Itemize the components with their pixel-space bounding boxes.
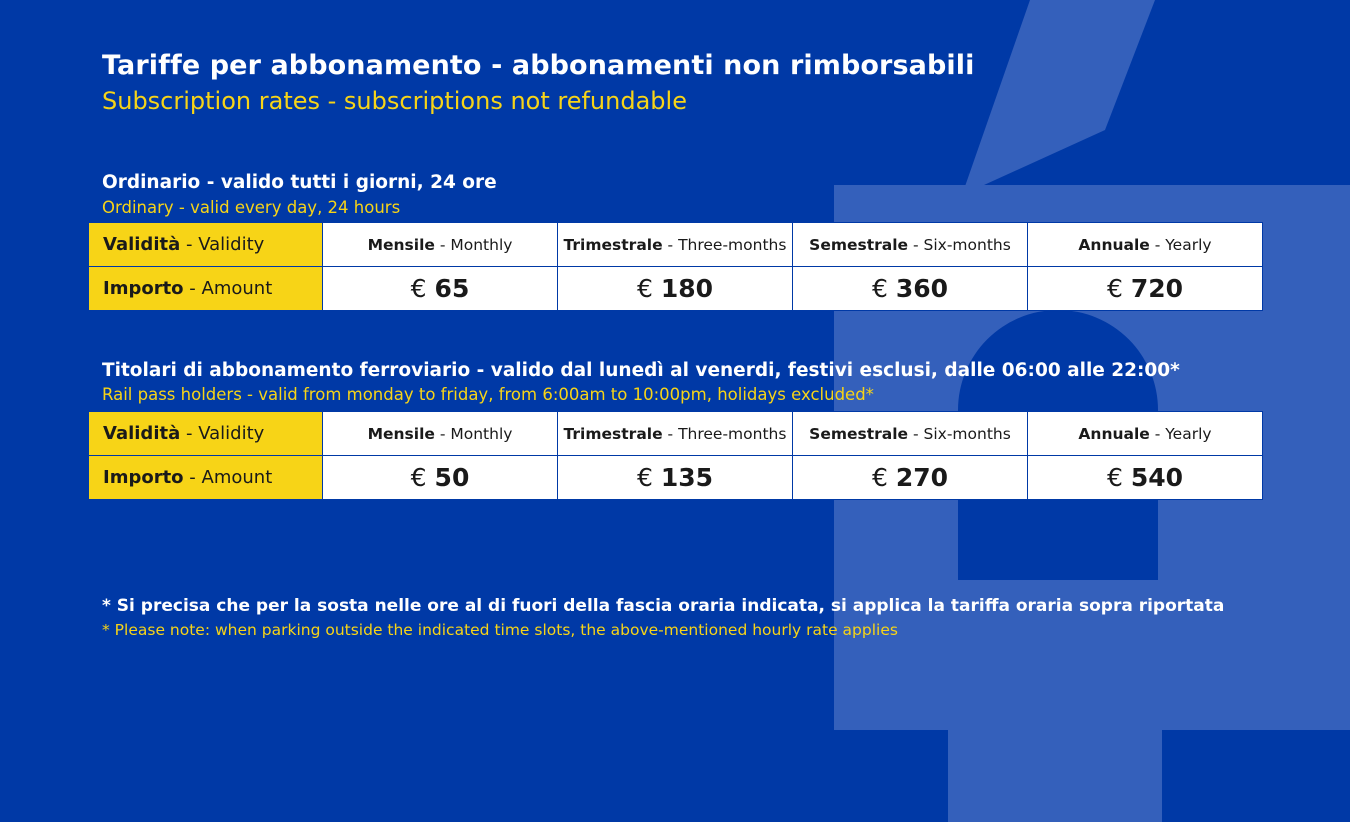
- price-cell-yearly: [1028, 456, 1263, 500]
- validity-label-it: Validità: [103, 234, 181, 255]
- price-cell-monthly: [323, 267, 558, 311]
- amount-label-en: - Amount: [189, 278, 273, 299]
- amount-label-en: - Amount: [189, 467, 273, 488]
- currency-symbol: €: [871, 463, 888, 492]
- validity-label-en: - Validity: [185, 234, 265, 255]
- validity-row: [89, 223, 1263, 267]
- period-it: Trimestrale: [563, 424, 663, 443]
- currency-symbol: €: [636, 274, 653, 303]
- amount-row: [89, 267, 1263, 311]
- currency-symbol: €: [410, 274, 427, 303]
- period-cell-monthly: [323, 412, 558, 456]
- validity-label-it: Validità: [103, 423, 181, 444]
- price-value: 65: [434, 274, 470, 303]
- period-cell-three-months: [558, 223, 793, 267]
- rail-pass-section-title: Titolari di abbonamento ferroviario - valido dal lunedì al venerdi, festivi esclusi, dalle 06:00 alle 22:00*: [102, 360, 1180, 381]
- period-cell-monthly: [323, 223, 558, 267]
- currency-symbol: €: [1106, 274, 1123, 303]
- price-value: 135: [660, 463, 714, 492]
- period-it: Semestrale: [809, 424, 909, 443]
- period-it: Semestrale: [809, 235, 909, 254]
- price-value: 360: [895, 274, 949, 303]
- period-cell-six-months: [793, 223, 1028, 267]
- price-cell-three-months: [558, 456, 793, 500]
- period-en: - Yearly: [1154, 235, 1212, 254]
- page-title: Tariffe per abbonamento - abbonamenti non rimborsabili: [102, 50, 975, 81]
- period-cell-three-months: [558, 412, 793, 456]
- amount-row: [89, 456, 1263, 500]
- period-en: - Three-months: [667, 424, 787, 443]
- rail-pass-rates-table: [88, 411, 1263, 500]
- page-subtitle: Subscription rates - subscriptions not refundable: [102, 87, 687, 115]
- validity-row: [89, 412, 1263, 456]
- validity-label-en: - Validity: [185, 423, 265, 444]
- price-cell-monthly: [323, 456, 558, 500]
- price-value: 50: [434, 463, 470, 492]
- amount-label-it: Importo: [103, 467, 184, 488]
- ordinary-rates-table: [88, 222, 1263, 311]
- currency-symbol: €: [636, 463, 653, 492]
- validity-label-cell: [89, 412, 323, 456]
- period-en: - Six-months: [913, 235, 1011, 254]
- period-it: Trimestrale: [563, 235, 663, 254]
- amount-label-cell: [89, 267, 323, 311]
- price-value: 540: [1130, 463, 1184, 492]
- period-cell-yearly: [1028, 223, 1263, 267]
- period-cell-six-months: [793, 412, 1028, 456]
- price-value: 720: [1130, 274, 1184, 303]
- period-it: Annuale: [1078, 424, 1150, 443]
- period-cell-yearly: [1028, 412, 1263, 456]
- amount-label-it: Importo: [103, 278, 184, 299]
- period-it: Mensile: [367, 424, 435, 443]
- period-en: - Three-months: [667, 235, 787, 254]
- period-en: - Monthly: [439, 424, 513, 443]
- price-cell-yearly: [1028, 267, 1263, 311]
- price-cell-three-months: [558, 267, 793, 311]
- price-cell-six-months: [793, 456, 1028, 500]
- period-it: Mensile: [367, 235, 435, 254]
- currency-symbol: €: [1106, 463, 1123, 492]
- rail-pass-section-subtitle: Rail pass holders - valid from monday to friday, from 6:00am to 10:00pm, holidays excluded*: [102, 385, 874, 404]
- period-en: - Six-months: [913, 424, 1011, 443]
- period-en: - Monthly: [439, 235, 513, 254]
- currency-symbol: €: [410, 463, 427, 492]
- ordinary-section-title: Ordinario - valido tutti i giorni, 24 ore: [102, 172, 497, 193]
- ordinary-section-subtitle: Ordinary - valid every day, 24 hours: [102, 198, 401, 217]
- period-en: - Yearly: [1154, 424, 1212, 443]
- price-value: 180: [660, 274, 714, 303]
- footnote-it: * Si precisa che per la sosta nelle ore al di fuori della fascia oraria indicata, si applica la tariffa oraria sopra riportata: [102, 596, 1225, 616]
- price-cell-six-months: [793, 267, 1028, 311]
- amount-label-cell: [89, 456, 323, 500]
- period-it: Annuale: [1078, 235, 1150, 254]
- validity-label-cell: [89, 223, 323, 267]
- footnote-en: * Please note: when parking outside the indicated time slots, the above-mentioned hourly rate applies: [102, 621, 898, 639]
- price-value: 270: [895, 463, 949, 492]
- currency-symbol: €: [871, 274, 888, 303]
